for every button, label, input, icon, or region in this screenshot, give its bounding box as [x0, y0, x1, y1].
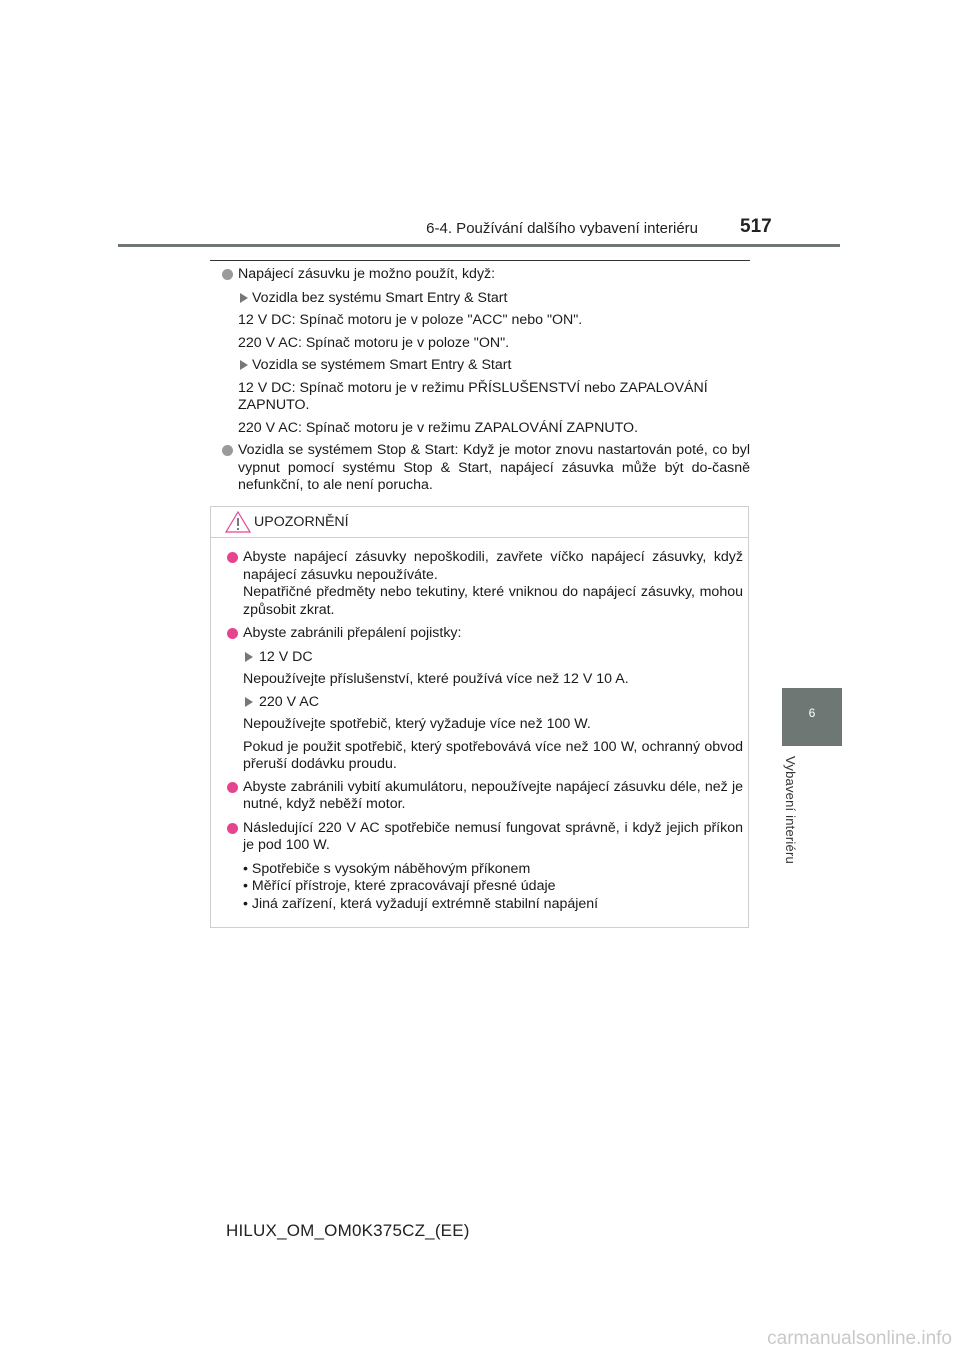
warning-item — [227, 549, 743, 619]
warning-title: UPOZORNĚNÍ — [254, 514, 349, 530]
chapter-tab-label — [783, 756, 805, 886]
sub-heading-text: Vozidla se systémem Smart Entry & Start — [252, 357, 512, 373]
list-item: • Spotřebiče s vysokým náběhovým příkonem — [243, 860, 531, 877]
pink-bullet-icon — [227, 552, 238, 563]
warning-body — [227, 549, 743, 913]
watermark: carmanualsonline.info — [767, 1328, 952, 1349]
header-section-title: 6-4. Používání dalšího vybavení interiéru — [426, 220, 698, 237]
footer-code: HILUX_OM_OM0K375CZ_(EE) — [226, 1221, 470, 1240]
bullet-dot-icon — [222, 269, 233, 280]
warning-paragraph: Pokud je použit spotřebič, který spotřebovává více než 100 W, ochranný obvod přeruší dodávku proudu. — [243, 738, 743, 772]
warning-item-text: Abyste zabránili přepálení pojistky: — [243, 625, 462, 641]
warning-item-text: Abyste zabránili vybití akumulátoru, nepoužívejte napájecí zásuvku déle, než je nutné, když neběží motor. — [243, 778, 743, 812]
sub-heading-text: Vozidla bez systému Smart Entry & Start — [252, 289, 508, 306]
triangle-right-icon — [245, 697, 253, 707]
top-rule — [210, 260, 750, 261]
list-item: • Jiná zařízení, která vyžadují extrémně stabilní napájení — [243, 895, 599, 912]
page-number: 517 — [740, 216, 772, 237]
warning-item-text: Nepatřičné předměty nebo tekutiny, které vniknou do napájecí zásuvky, mohou způsobit zkrat. — [243, 584, 743, 618]
warning-item-text: Abyste napájecí zásuvky nepoškodili, zavřete víčko napájecí zásuvky, když napájecí zásuvku nepoužíváte. — [243, 549, 743, 583]
warning-item — [227, 625, 743, 643]
pink-bullet-icon — [227, 782, 238, 793]
warning-sub-heading-text: 220 V AC — [259, 693, 319, 710]
bullet-item — [222, 442, 750, 495]
triangle-right-icon — [240, 360, 248, 370]
paragraph: 12 V DC: Spínač motoru je v režimu PŘÍSLUŠENSTVÍ nebo ZAPALOVÁNÍ ZAPNUTO. — [238, 379, 708, 413]
warning-sub-heading — [227, 649, 743, 667]
header-rule — [118, 244, 840, 247]
list-item: • Měřící přístroje, které zpracovávají přesné údaje — [243, 878, 556, 894]
warning-paragraph: Nepoužívejte spotřebič, který vyžaduje více než 100 W. — [243, 716, 591, 732]
sub-heading — [222, 290, 750, 308]
triangle-right-icon — [245, 652, 253, 662]
paragraph: 220 V AC: Spínač motoru je v režimu ZAPALOVÁNÍ ZAPNUTO. — [238, 419, 639, 436]
bullet-dot-icon — [222, 445, 233, 456]
main-content — [222, 266, 750, 501]
bullet-text: Napájecí zásuvku je možno použít, když: — [238, 266, 496, 282]
warning-paragraph: Nepoužívejte příslušenství, které používá více než 12 V 10 A. — [243, 671, 629, 687]
bullet-item — [222, 266, 750, 284]
pink-bullet-icon — [227, 628, 238, 639]
bullet-text: Vozidla se systémem Stop & Start: Když je motor znovu nastartován poté, co byl vypnut pomocí systému Stop & Start, napájecí zásuvka může být do-časně nefunkční, to ale není porucha. — [238, 442, 750, 493]
triangle-right-icon — [240, 293, 248, 303]
warning-item — [227, 820, 743, 855]
warning-triangle-icon — [225, 510, 251, 534]
warning-item-text: Následující 220 V AC spotřebiče nemusí fungovat správně, i když jejich příkon je pod 100 W. — [243, 819, 743, 853]
chapter-tab-number: 6 — [808, 706, 816, 720]
warning-item — [227, 779, 743, 814]
warning-header — [211, 507, 748, 538]
warning-box — [210, 506, 749, 928]
warning-list — [227, 861, 743, 914]
sub-heading — [222, 357, 750, 375]
warning-sub-heading — [227, 694, 743, 712]
warning-sub-heading-text: 12 V DC — [259, 648, 313, 665]
chapter-tab-label-text: Vybavení interiéru — [783, 756, 798, 864]
pink-bullet-icon — [227, 823, 238, 834]
paragraph: 220 V AC: Spínač motoru je v poloze "ON". — [238, 334, 510, 351]
paragraph: 12 V DC: Spínač motoru je v poloze "ACC" nebo "ON". — [238, 312, 583, 328]
